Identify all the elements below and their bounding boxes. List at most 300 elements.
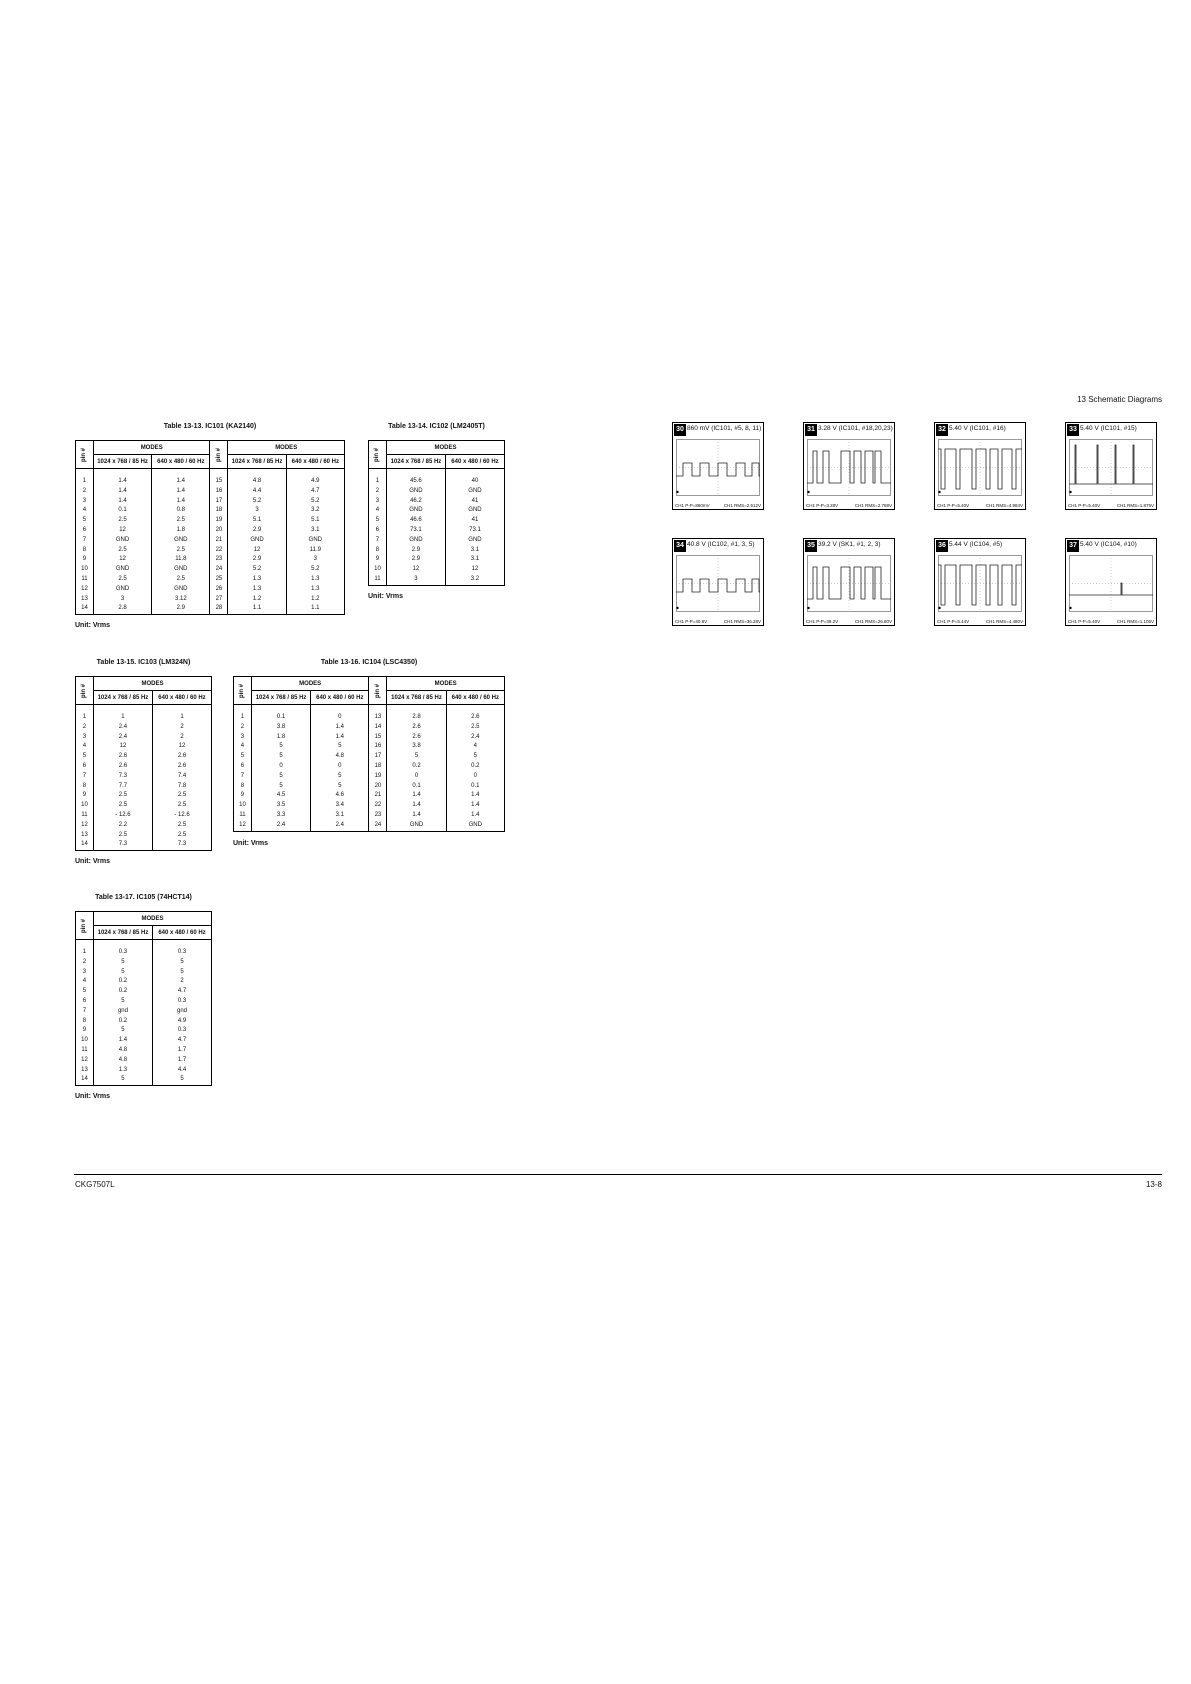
waveform-label: 5.40 V (IC101, #15) (1080, 425, 1137, 432)
voltage-cell: 2.6 (387, 733, 446, 743)
mode2-header: 640 x 480 / 60 Hz (446, 691, 504, 705)
voltage-cell: 5 (153, 958, 212, 968)
pin-number: 7 (76, 1007, 94, 1017)
unit-note: Unit: Vrms (233, 840, 269, 847)
waveform-trace (807, 439, 891, 496)
table-row (369, 487, 505, 497)
voltage-cell: 5 (93, 1075, 152, 1085)
voltage-cell: 1.1 (228, 604, 286, 614)
pin-number: 3 (76, 733, 94, 743)
voltage-cell: 2 (152, 723, 211, 733)
voltage-cell: 0.3 (153, 997, 212, 1007)
voltage-cell: 2.5 (93, 831, 152, 841)
mode1-header: 1024 x 768 / 85 Hz (251, 691, 310, 705)
pin-number: 7 (76, 536, 94, 546)
rms-readout: CH1 RMS=1.105V (1116, 619, 1154, 624)
unit-note: Unit: Vrms (75, 858, 111, 865)
waveform-trace (1069, 439, 1153, 496)
table-row (76, 506, 345, 516)
waveform-label: 5.40 V (IC104, #10) (1080, 541, 1137, 548)
voltage-cell: 5 (311, 782, 369, 792)
voltage-cell: GND (286, 536, 344, 546)
pin-number: 10 (76, 1036, 94, 1046)
voltage-cell: 5.2 (286, 497, 344, 507)
waveform-panel (1065, 538, 1157, 626)
table-row (76, 723, 212, 733)
pin-number: 21 (210, 536, 228, 546)
voltage-cell: gnd (153, 1007, 212, 1017)
voltage-cell: 2.6 (152, 752, 211, 762)
waveform-trace (938, 555, 1022, 612)
voltage-cell: 11.9 (286, 546, 344, 556)
pin-number: 11 (76, 575, 94, 585)
pin-number: 16 (210, 487, 228, 497)
pin-number: 8 (76, 1017, 94, 1027)
voltage-cell: 5 (153, 1075, 212, 1085)
pin-number: 4 (76, 506, 94, 516)
voltage-cell: 1.4 (446, 801, 504, 811)
voltage-cell: 0.3 (153, 1026, 212, 1036)
table-row (76, 585, 345, 595)
pin-number: 22 (369, 801, 387, 811)
mode1-header: 1024 x 768 / 85 Hz (387, 691, 446, 705)
voltage-cell: 2.9 (228, 555, 286, 565)
voltage-cell: 1.4 (387, 801, 446, 811)
pin-number: 19 (210, 516, 228, 526)
voltage-cell: 1 (152, 713, 211, 723)
table-row (76, 1026, 212, 1036)
voltage-cell: 0.1 (387, 782, 446, 792)
pin-number: 13 (76, 595, 94, 605)
table-row (234, 762, 505, 772)
table-row (76, 526, 345, 536)
voltage-cell: 0 (446, 772, 504, 782)
voltage-cell: 3.4 (311, 801, 369, 811)
voltage-cell: 11.8 (152, 555, 210, 565)
voltage-cell: 5 (251, 752, 310, 762)
table-row (76, 565, 345, 575)
voltage-cell: 4.9 (153, 1017, 212, 1027)
table-row (234, 742, 505, 752)
pin-number: 14 (76, 1075, 94, 1085)
table-row (76, 1036, 212, 1046)
table-row (369, 546, 505, 556)
voltage-cell: 1.3 (228, 585, 286, 595)
pin-number: 22 (210, 546, 228, 556)
voltage-cell: 4.6 (311, 791, 369, 801)
voltage-cell: 1.2 (228, 595, 286, 605)
voltage-cell: 5 (93, 997, 152, 1007)
table-row (76, 772, 212, 782)
table-row (369, 536, 505, 546)
voltage-cell: 3.8 (387, 742, 446, 752)
footer-model: CKG7507L (75, 1180, 115, 1189)
voltage-cell: 2.5 (93, 791, 152, 801)
pin-header: pin # (369, 441, 387, 469)
voltage-cell: 7.3 (93, 772, 152, 782)
waveform-panel (672, 538, 764, 626)
table-row (234, 733, 505, 743)
waveform-number-badge: 35 (805, 540, 817, 552)
voltage-cell: 2.5 (152, 831, 211, 841)
voltage-cell: 1.3 (286, 575, 344, 585)
voltage-cell: 12 (93, 742, 152, 752)
voltage-cell: 1.4 (387, 811, 446, 821)
voltage-cell: 5 (93, 1026, 152, 1036)
peak-to-peak-readout: CH1 P-P=5.40V (937, 503, 970, 508)
table-row (234, 723, 505, 733)
pin-number: 11 (76, 1046, 94, 1056)
voltage-cell: 0.8 (152, 506, 210, 516)
voltage-cell: 3 (93, 595, 151, 605)
pin-number: 26 (210, 585, 228, 595)
pin-number: 5 (369, 516, 387, 526)
mode1-header: 1024 x 768 / 85 Hz (228, 455, 286, 469)
table-row (369, 565, 505, 575)
rms-readout: CH1 RMS=26.80V (854, 619, 892, 624)
rms-readout: CH1 RMS=2.512V (723, 503, 761, 508)
voltage-cell: 1.7 (153, 1046, 212, 1056)
voltage-cell: 2.4 (93, 733, 152, 743)
voltage-cell: 7.7 (93, 782, 152, 792)
voltage-cell: 3.1 (445, 546, 504, 556)
voltage-cell: 2.9 (228, 526, 286, 536)
pin-header: pin # (234, 677, 252, 705)
pin-header: pin # (76, 912, 94, 940)
pin-number: 15 (369, 733, 387, 743)
pin-number: 24 (210, 565, 228, 575)
table-13-16-title: Table 13-16. IC104 (LSC4350) (320, 659, 418, 666)
voltage-cell: 0.2 (446, 762, 504, 772)
voltage-cell: 2.9 (386, 555, 445, 565)
table-row (76, 1066, 212, 1076)
table-row (76, 497, 345, 507)
voltage-cell: 2.6 (387, 723, 446, 733)
waveform-number-badge: 37 (1067, 540, 1079, 552)
voltage-cell: 5.2 (228, 497, 286, 507)
voltage-cell: 73.1 (386, 526, 445, 536)
table-row (76, 1046, 212, 1056)
rms-readout: CH1 RMS=4.984V (985, 503, 1023, 508)
voltage-cell: 3 (386, 575, 445, 585)
pin-number: 6 (234, 762, 252, 772)
voltage-cell: 0.2 (93, 1017, 152, 1027)
waveform-label: 40.8 V (IC102, #1, 3, 5) (687, 541, 755, 548)
table-row (76, 948, 212, 958)
voltage-cell: 12 (152, 742, 211, 752)
waveform-readout (806, 619, 892, 624)
table-row (76, 801, 212, 811)
voltage-cell: 1.4 (311, 733, 369, 743)
voltage-cell: 4.8 (93, 1056, 152, 1066)
waveform-number-badge: 33 (1067, 424, 1079, 436)
voltage-cell: 2.6 (93, 762, 152, 772)
modes-header: MODES (93, 677, 211, 691)
rms-readout: CH1 RMS=2.768V (854, 503, 892, 508)
pin-number: 1 (369, 477, 387, 487)
voltage-cell: 3.2 (445, 575, 504, 585)
table-13-17 (75, 911, 212, 1086)
mode1-header: 1024 x 768 / 85 Hz (93, 691, 152, 705)
pin-number: 27 (210, 595, 228, 605)
modes-header: MODES (228, 441, 345, 455)
table-row (76, 831, 212, 841)
pin-number: 8 (76, 546, 94, 556)
voltage-cell: 3.2 (286, 506, 344, 516)
rms-readout: CH1 RMS=4.480V (985, 619, 1023, 624)
pin-number: 2 (76, 723, 94, 733)
table-row (234, 713, 505, 723)
voltage-cell: 5 (93, 958, 152, 968)
voltage-cell: 5.2 (228, 565, 286, 575)
pin-number: 12 (76, 1056, 94, 1066)
voltage-cell: 3.1 (311, 811, 369, 821)
pin-number: 18 (369, 762, 387, 772)
pin-number: 6 (369, 526, 387, 536)
voltage-cell: 7.3 (152, 840, 211, 850)
mode1-header: 1024 x 768 / 85 Hz (93, 926, 152, 940)
modes-header: MODES (251, 677, 369, 691)
pin-number: 5 (76, 987, 94, 997)
voltage-cell: 5 (251, 742, 310, 752)
voltage-cell: 1.4 (446, 791, 504, 801)
footer-rule (74, 1174, 1162, 1175)
voltage-cell: 0.2 (93, 977, 152, 987)
voltage-cell: GND (93, 585, 151, 595)
voltage-cell: 2.9 (386, 546, 445, 556)
voltage-cell: 5.1 (286, 516, 344, 526)
voltage-cell: 3.1 (445, 555, 504, 565)
table-row (76, 713, 212, 723)
voltage-cell: 1.4 (387, 791, 446, 801)
pin-number: 11 (234, 811, 252, 821)
voltage-cell: GND (387, 821, 446, 831)
voltage-cell: 5 (446, 752, 504, 762)
pin-number: 12 (76, 821, 94, 831)
voltage-cell: 4.7 (286, 487, 344, 497)
pin-number: 5 (234, 752, 252, 762)
pin-header: pin # (369, 677, 387, 705)
table-row (369, 516, 505, 526)
voltage-cell: 2.5 (152, 801, 211, 811)
pin-number: 6 (76, 762, 94, 772)
pin-number: 1 (76, 713, 94, 723)
pin-number: 7 (369, 536, 387, 546)
pin-number: 20 (369, 782, 387, 792)
voltage-cell: GND (152, 565, 210, 575)
pin-number: 18 (210, 506, 228, 516)
voltage-cell: GND (228, 536, 286, 546)
voltage-cell: 2.9 (152, 604, 210, 614)
voltage-cell: 12 (93, 526, 151, 536)
voltage-cell: 12 (386, 565, 445, 575)
table-row (369, 497, 505, 507)
waveform-trace (676, 555, 760, 612)
table-row (76, 840, 212, 850)
waveform-number-badge: 36 (936, 540, 948, 552)
pin-number: 15 (210, 477, 228, 487)
voltage-cell: 1.4 (93, 497, 151, 507)
table-row (76, 604, 345, 614)
waveform-trace (938, 439, 1022, 496)
voltage-cell: 7.3 (93, 840, 152, 850)
pin-number: 1 (76, 948, 94, 958)
table-13-13-title: Table 13-13. IC101 (KA2140) (163, 423, 257, 430)
waveform-panel (1065, 422, 1157, 510)
waveform-readout (1068, 619, 1154, 624)
voltage-cell: 2.8 (387, 713, 446, 723)
voltage-cell: 0 (311, 713, 369, 723)
waveform-readout (675, 503, 761, 508)
voltage-cell: 1.4 (446, 811, 504, 821)
pin-number: 5 (76, 752, 94, 762)
voltage-cell: 41 (445, 516, 504, 526)
waveform-trace (1069, 555, 1153, 612)
peak-to-peak-readout: CH1 P-P=40.8V (675, 619, 708, 624)
pin-number: 6 (76, 997, 94, 1007)
table-13-13 (75, 440, 345, 615)
pin-header: pin # (76, 677, 94, 705)
voltage-cell: 40 (445, 477, 504, 487)
table-row (234, 752, 505, 762)
voltage-cell: 2 (153, 977, 212, 987)
pin-number: 9 (76, 791, 94, 801)
section-header: 13 Schematic Diagrams (1077, 395, 1162, 404)
voltage-cell: 1.8 (251, 733, 310, 743)
pin-number: 2 (234, 723, 252, 733)
unit-note: Unit: Vrms (75, 1093, 111, 1100)
waveform-readout (675, 619, 761, 624)
waveform-number-badge: 30 (674, 424, 686, 436)
voltage-cell: 45.6 (386, 477, 445, 487)
pin-number: 16 (369, 742, 387, 752)
table-row (76, 811, 212, 821)
voltage-cell: 12 (445, 565, 504, 575)
table-row (369, 477, 505, 487)
pin-number: 17 (369, 752, 387, 762)
pin-number: 25 (210, 575, 228, 585)
peak-to-peak-readout: CH1 P-P=39.2V (806, 619, 839, 624)
table-row (76, 595, 345, 605)
peak-to-peak-readout: CH1 P-P=5.40V (1068, 619, 1101, 624)
waveform-panel (934, 538, 1026, 626)
pin-number: 21 (369, 791, 387, 801)
pin-number: 14 (76, 840, 94, 850)
modes-header: MODES (93, 912, 211, 926)
voltage-cell: 4 (446, 742, 504, 752)
voltage-cell: 5 (93, 968, 152, 978)
waveform-panel (934, 422, 1026, 510)
voltage-cell: 0.1 (93, 506, 151, 516)
peak-to-peak-readout: CH1 P-P=5.40V (1068, 503, 1101, 508)
voltage-cell: GND (386, 487, 445, 497)
mode1-header: 1024 x 768 / 85 Hz (93, 455, 151, 469)
modes-header: MODES (387, 677, 505, 691)
waveform-trace (807, 555, 891, 612)
voltage-cell: 46.6 (386, 516, 445, 526)
waveform-number-badge: 32 (936, 424, 948, 436)
voltage-cell: 5 (311, 742, 369, 752)
voltage-cell: 2.5 (152, 821, 211, 831)
voltage-cell: GND (445, 536, 504, 546)
pin-number: 11 (76, 811, 94, 821)
table-row (76, 477, 345, 487)
voltage-cell: 0.2 (93, 987, 152, 997)
voltage-cell: 3.3 (251, 811, 310, 821)
table-row (76, 821, 212, 831)
pin-number: 8 (234, 782, 252, 792)
voltage-cell: 7.8 (152, 782, 211, 792)
voltage-cell: 0 (311, 762, 369, 772)
pin-number: 4 (234, 742, 252, 752)
waveform-readout (806, 503, 892, 508)
pin-number: 17 (210, 497, 228, 507)
voltage-cell: 73.1 (445, 526, 504, 536)
table-row (76, 575, 345, 585)
voltage-cell: 46.2 (386, 497, 445, 507)
pin-number: 3 (76, 497, 94, 507)
pin-number: 23 (210, 555, 228, 565)
table-row (76, 516, 345, 526)
voltage-cell: 1.1 (286, 604, 344, 614)
voltage-cell: 3.8 (251, 723, 310, 733)
voltage-cell: 7.4 (152, 772, 211, 782)
rms-readout: CH1 RMS=1.875V (1116, 503, 1154, 508)
voltage-cell: 4.7 (153, 1036, 212, 1046)
modes-header: MODES (93, 441, 210, 455)
table-13-15 (75, 676, 212, 851)
voltage-cell: 0.1 (446, 782, 504, 792)
voltage-cell: gnd (93, 1007, 152, 1017)
voltage-cell: 1.4 (311, 723, 369, 733)
voltage-cell: 5 (251, 772, 310, 782)
voltage-cell: 3 (228, 506, 286, 516)
table-row (76, 997, 212, 1007)
voltage-cell: 1.3 (228, 575, 286, 585)
voltage-cell: 1.3 (286, 585, 344, 595)
voltage-cell: GND (445, 506, 504, 516)
table-row (76, 968, 212, 978)
rms-readout: CH1 RMS=36.28V (723, 619, 761, 624)
pin-number: 9 (76, 1026, 94, 1036)
voltage-cell: 2.5 (93, 575, 151, 585)
pin-number: 3 (76, 968, 94, 978)
voltage-cell: 2.5 (152, 516, 210, 526)
voltage-cell: 2.5 (93, 516, 151, 526)
pin-number: 8 (369, 546, 387, 556)
voltage-cell: GND (445, 487, 504, 497)
voltage-cell: 4.7 (153, 987, 212, 997)
table-row (369, 555, 505, 565)
voltage-cell: 2.2 (93, 821, 152, 831)
pin-number: 28 (210, 604, 228, 614)
table-row (234, 821, 505, 831)
pin-header: pin # (76, 441, 94, 469)
pin-number: 2 (76, 487, 94, 497)
pin-number: 9 (234, 791, 252, 801)
table-row (234, 791, 505, 801)
voltage-cell: 0.3 (153, 948, 212, 958)
voltage-cell: GND (93, 536, 151, 546)
table-row (76, 487, 345, 497)
pin-number: 23 (369, 811, 387, 821)
table-row (76, 782, 212, 792)
waveform-label: 5.44 V (IC104, #5) (949, 541, 1003, 548)
voltage-cell: 5.1 (228, 516, 286, 526)
table-row (76, 733, 212, 743)
pin-header: pin # (210, 441, 228, 469)
voltage-cell: GND (152, 536, 210, 546)
